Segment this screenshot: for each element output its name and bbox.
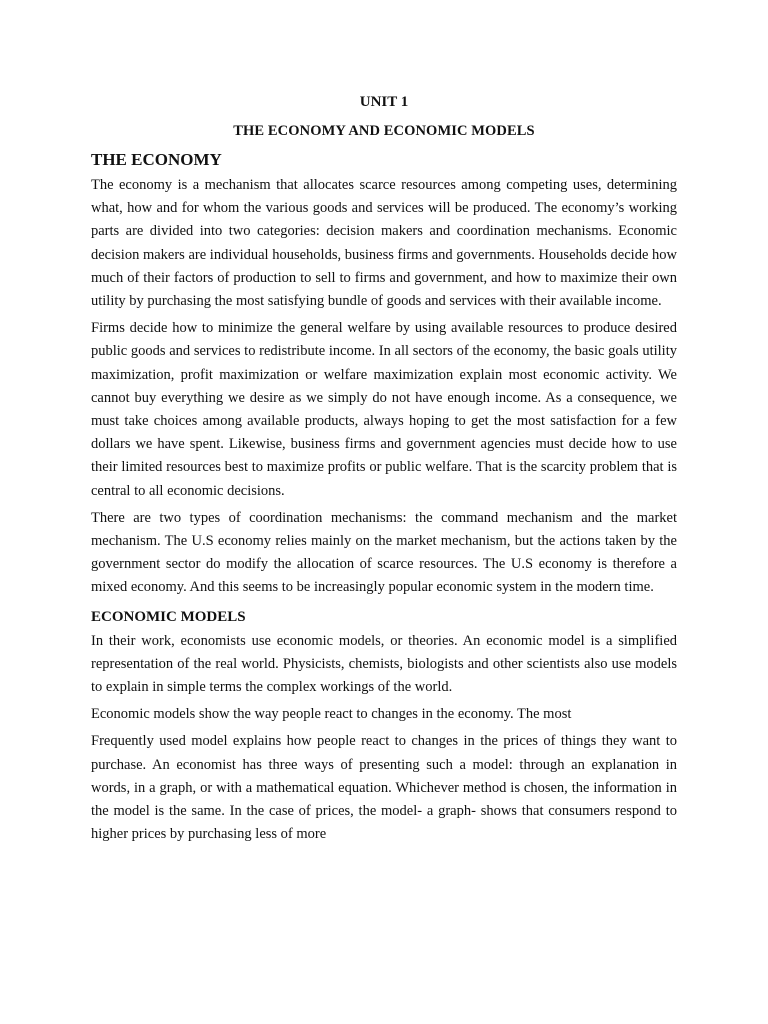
section-heading-economic-models: ECONOMIC MODELS [91,608,246,625]
paragraph: Frequently used model explains how people react to changes in the prices of things they want to purchase. An economist has three ways of presenting such a model: through an explanation in words, in a graph, or with a mathematical equation. Whichever method is chosen, the information in the model is the same. In the case of prices, the model- a graph- shows that consumers respond to higher prices by purchasing less of more [91,733,677,843]
document-title: THE ECONOMY AND ECONOMIC MODELS [233,123,535,139]
paragraph: Firms decide how to minimize the general welfare by using available resources to produce desired public goods and services to redistribute income. In all sectors of the economy, the basic goals utility maximization, profit maximization or welfare maximization explain most economic activity. We cannot buy everything we desire as we simply do not have enough income. As a consequence, we must take choices among available products, always hoping to get the most satisfaction for a few dollars we have spent. Likewise, business firms and government agencies must decide how to use their limited resources best to maximize profits or public welfare. That is the scarcity problem that is central to all economic decisions. [91,320,677,499]
paragraph: In their work, economists use economic models, or theories. An economic model is a simplified representation of the real world. Physicists, chemists, biologists and other scientists also use models to explain in simple terms the complex workings of the world. [91,632,677,696]
paragraph: There are two types of coordination mechanisms: the command mechanism and the market mechanism. The U.S economy relies mainly on the market mechanism, but the actions taken by the government sector do modify the allocation of scarce resources. The U.S economy is therefore a mixed economy. And this seems to be increasingly popular economic system in the modern time. [91,509,677,596]
section-heading-economy: THE ECONOMY [91,150,222,169]
unit-label: UNIT 1 [359,94,409,110]
paragraph: Economic models show the way people react to changes in the economy. The most [91,706,572,723]
paragraph: The economy is a mechanism that allocates scarce resources among competing uses, determining what, how and for whom the various goods and services will be produced. The economy’s working parts are divided into two categories: decision makers and coordination mechanisms. Economic decision makers are individual households, business firms and governments. Households decide how much of their factors of production to sell to firms and government, and how to maximize their own utility by purchasing the most satisfying bundle of goods and services with their available income. [91,177,677,310]
